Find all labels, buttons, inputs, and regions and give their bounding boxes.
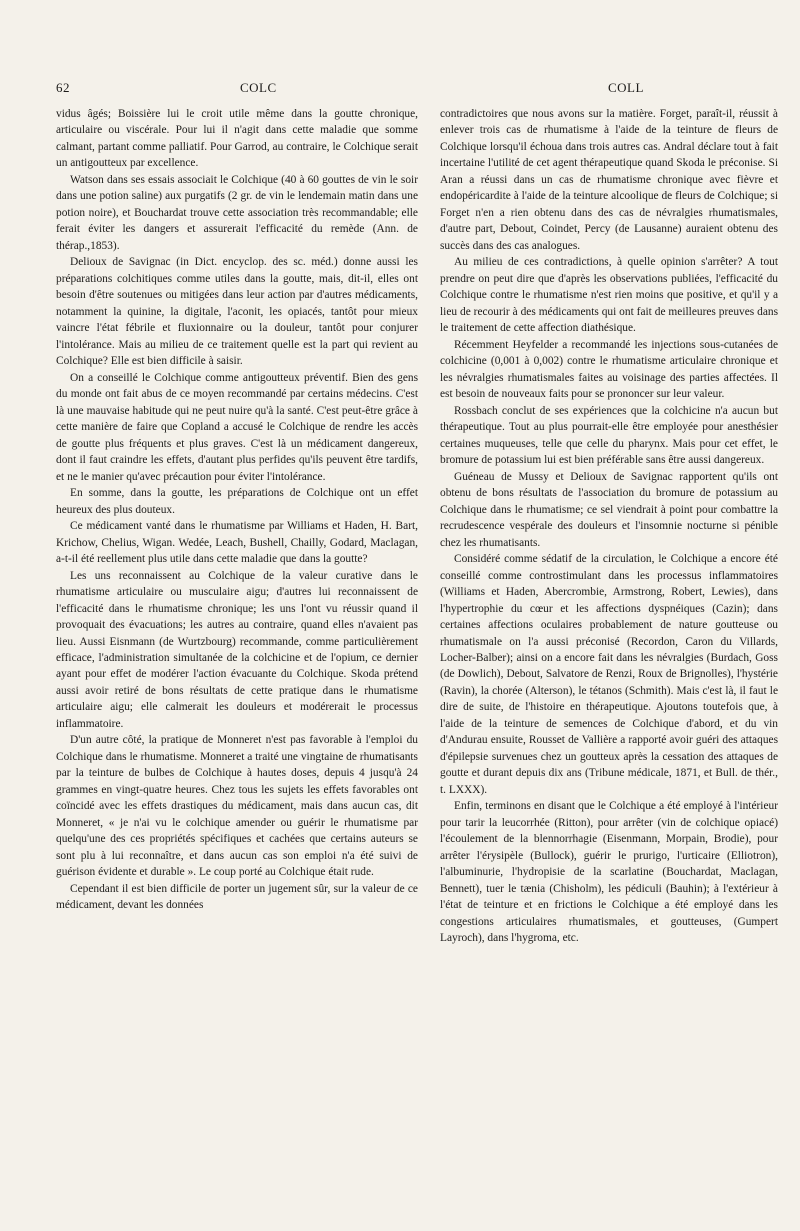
right-paragraph-2: Au milieu de ces contradictions, à quelle opinion s'arrêter? A tout prendre on peut dire que d'après les observations publiées, l'efficacité du Colchique contre le rhumatisme n'est rien moins que positive, et qu'il y a lieu de recourir à des médicaments qui ont fait de meilleures preuves dans le traitement de cette affection diathésique. — [440, 256, 778, 335]
right-paragraph-6: Considéré comme sédatif de la circulation, le Colchique a encore été conseillé comme controstimulant dans les processus inflammatoires (Williams et Haden, Abercrombie, Armstrong, Robert, Lewies), dans l'hypertrophie du cœur et les affections dyspnéiques (Cazin); dans certaines affections oculaires probablement de nature goutteuse ou rhumatismale on l'a aussi préconisé (Recordon, Caron du Villards, Locher-Balber); ainsi on a encore fait dans les névralgies (Burdach, Goss (de Dowlich), Debout, Salvatore de Renzi, Roux de Brignolles), l'hystérie (Ravin), la chorée (Alterson), le tétanos (Schmith). Mais c'est là, il faut le dire de suite, de l'histoire en thérapeutique. Ajoutons toutefois que, à l'aide de la teinture de semences de Colchique d'abord, et du vin d'Andurau ensuite, Rousset de Vallière a rapporté avoir guéri des attaques d'épilepsie survenues chez un goutteux après la cessation des attaques de goutte et durant depuis dix ans (Tribune médicale, 1871, et Bull. de thér., t. LXXX). — [440, 553, 778, 796]
left-paragraph-2: Watson dans ses essais associait le Colchique (40 à 60 gouttes de vin le soir dans une potion saline) aux purgatifs (2 gr. de vin le lendemain matin dans une potion noire), et Bouchardat trouve cette association très recommandable; elle ferait éviter les dangers et assurerait l'efficacité du remède (Ann. de thérap.,1853). — [56, 173, 418, 252]
right-paragraph-4: Rossbach conclut de ses expériences que la colchicine n'a aucun but thérapeutique. Tout au plus pourrait-elle être employée pour anesthésier certaines muqueuses, telle que celle du pharynx. Mais pour cet effet, le bromure de potassium lui est bien préférable sans être aussi dangereux. — [440, 404, 778, 467]
left-paragraph-3: Delioux de Savignac (in Dict. encyclop. des sc. méd.) donne aussi les préparations colchitiques comme utiles dans la goutte, mais, dit-il, elles ont besoin d'être soutenues ou mitigées dans leur action par d'autres médicaments, notamment la quinine, la digitale, l'aconit, les opiacés, tantôt pour mieux vaincre l'état fébrile et fluxionnaire ou la douleur, tantôt pour conjurer l'intolérance. Mais au milieu de ce traitement quelle est la part qui revient au Colchique? Elle est bien difficile à saisir. — [56, 256, 418, 368]
page-number: 62 — [56, 80, 70, 95]
left-paragraph-5: En somme, dans la goutte, les préparations de Colchique ont un effet heureux des plus douteux. — [56, 487, 418, 516]
left-paragraph-8: D'un autre côté, la pratique de Monneret n'est pas favorable à l'emploi du Colchique dans le rhumatisme. Monneret a traité une vingtaine de rhumatisants par la teinture de bulbes de Colchique à hautes doses, depuis 4 jusqu'à 24 grammes en vingt-quatre heures. Chez tous les sujets les effets favorables ont coïncidé avec les effets drastiques du médicament, mais dans aucun cas, dit Monneret, « je n'ai vu le colchique amender ou guérir le rhumatisme par quelqu'une des ces propriétés spécifiques et cachées que certains auteurs se sont plu à lui reconnaître, et dans aucun cas son emploi n'a été suivi de guérison évidente et durable ». Le coup porté au Colchique était rude. — [56, 734, 418, 879]
right-paragraph-3: Récemment Heyfelder a recommandé les injections sous-cutanées de colchicine (0,001 à 0,002) contre le rhumatisme articulaire chronique et les névralgies rhumatismales faites au voisinage des parties affectées. Il est besoin de nouveaux faits pour se prononcer sur leur valeur. — [440, 338, 778, 401]
right-running-head: COLL — [608, 80, 644, 95]
right-paragraph-7: Enfin, terminons en disant que le Colchique a été employé à l'intérieur pour tarir la leucorrhée (Ritton), pour arrêter (vin de colchique opiacé) l'écoulement de la blennorrhagie (Eisenmann, Morpain, Brodie), pour arrêter l'érysipèle (Bullock), guérir le prurigo, l'urticaire (Elliotron), l'albuminurie, l'hydropisie de la scarlatine (Bouchardat, Maclagan, Bennett), tuer le tænia (Chisholm), les pédiculi (Bauhin); à l'extérieur à l'état de teinture et en frictions le Colchique a été employé dans les congestions articulaires rhumatismales, et goutteuses, (Gumpert Layroch), dans l'hygroma, etc. — [440, 800, 778, 945]
right-paragraph-5: Guéneau de Mussy et Delioux de Savignac rapportent qu'ils ont obtenu de bons résultats de l'association du bromure de potassium au Colchique dans le rhumatisme; ce sel viendrait à point pour combattre la recrudescence vespérale des douleurs et l'insomnie nocturne si pénible chez les rhumatisants. — [440, 470, 778, 549]
right-column — [440, 106, 778, 947]
right-paragraph-1: contradictoires que nous avons sur la matière. Forget, paraît-il, réussit à enlever trois cas de rhumatisme à l'aide de la teinture de fleurs de Colchique lorsqu'il échoua dans trois autres cas. Andral déclare tout à fait incertaine l'utilité de cet agent thérapeutique quand Skoda le préconise. Si Aran a réussi dans un cas de rhumatisme chronique avec fièvre et endopéricardite à l'aide de la teinture alcoolique de fleurs de Colchique; si Forget n'en a rien obtenu dans des cas de névralgies rhumatismales, d'autre part, Debout, Coindet, Percy (de Lausanne) auraient obtenu des succès dans des cas analogues. — [440, 108, 778, 252]
left-paragraph-1: vidus âgés; Boissière lui le croit utile même dans la goutte chronique, articulaire ou viscérale. Pour lui il n'agit dans cette maladie que somme calmant, partant comme palliatif. Pour Garrod, au contraire, le Colchique serait un antigoutteux par excellence. — [56, 108, 418, 170]
left-column — [56, 106, 418, 914]
left-paragraph-7: Les uns reconnaissent au Colchique de la valeur curative dans le rhumatisme articulaire ou musculaire aigu; d'autres lui reconnaissent de l'efficacité dans le rhumatisme chronique; les uns l'ont vu réussir quand il provoquait des évacuations; les autres au contraire, quand elles n'avaient pas lieu. Aussi Eisnmann (de Wurtzbourg) recommande, comme particulièrement efficace, l'administration simultanée de la colchicine et de l'opium, ce dernier ayant pour effet de modérer l'action évacuante du Colchique. Skoda prétend aussi avoir retiré de bons résultats de cette pratique dans le rhumatisme articulaire aigu; elle calmerait les douleurs et modérerait le processus inflammatoire. — [56, 569, 418, 730]
running-header — [56, 80, 736, 102]
left-running-head: COLC — [240, 80, 277, 95]
left-paragraph-6: Ce médicament vanté dans le rhumatisme par Williams et Haden, H. Bart, Krichow, Chelius, Wigan. Wedée, Leach, Bushell, Chailly, Godard, Maclagan, a-t-il été reellement plus utile dans cette maladie que dans la goutte? — [56, 520, 418, 566]
left-paragraph-4: On a conseillé le Colchique comme antigoutteux préventif. Bien des gens du monde ont fait abus de ce moyen recommandé par certains médecins. C'est là une mauvaise habitude qui ne peut nuire qu'à la santé. C'est peut-être grâce à cette manière de faire que Copland a accusé le Colchique de rendre les accès de goutte plus fréquents et plus graves. C'est là un médicament dangereux, dont il faut craindre les effets, d'autant plus perfides qu'ils peuvent être tardifs, et ne le manier qu'avec précaution pour éviter l'intolérance. — [56, 371, 418, 483]
left-paragraph-9: Cependant il est bien difficile de porter un jugement sûr, sur la valeur de ce médicament, devant les données — [56, 882, 418, 912]
